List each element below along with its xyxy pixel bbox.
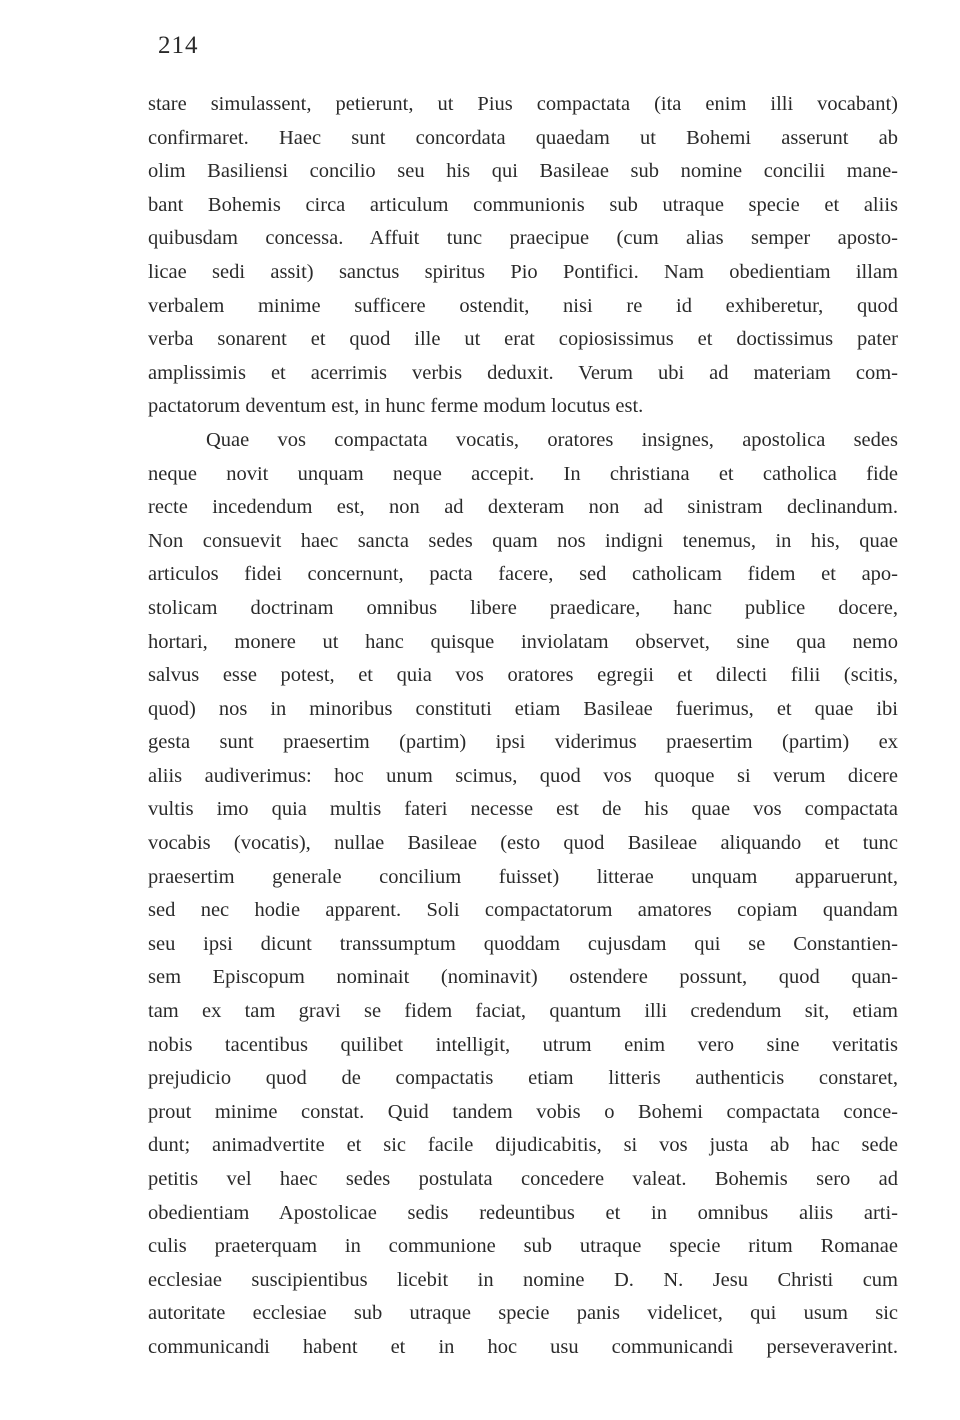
text-line: quibusdam concessa. Affuit tunc praecipue (cum alias semper aposto- bbox=[148, 227, 898, 250]
text-line: quod) nos in minoribus constituti etiam Basileae fuerimus, et quae ibi bbox=[148, 697, 898, 720]
text-line: culis praeterquam in communione sub utraque specie ritum Romanae bbox=[148, 1235, 898, 1258]
text-line: ecclesiae suscipientibus licebit in nomine D. N. Jesu Christi cum bbox=[148, 1268, 898, 1291]
text-line: obedientiam Apostolicae sedis redeuntibus et in omnibus aliis arti- bbox=[148, 1201, 898, 1224]
text-line: confirmaret. Haec sunt concordata quaedam ut Bohemi asserunt ab bbox=[148, 126, 898, 149]
text-line: sed nec hodie apparent. Soli compactatorum amatores copiam quandam bbox=[148, 899, 898, 922]
text-line: dunt; animadvertite et sic facile dijudicabitis, si vos justa ab hac sede bbox=[148, 1134, 898, 1157]
text-line: verbalem minime sufficere ostendit, nisi re id exhiberetur, quod bbox=[148, 294, 898, 317]
text-line: bant Bohemis circa articulum communionis sub utraque specie et aliis bbox=[148, 193, 898, 216]
text-line: recte incedendum est, non ad dexteram non ad sinistram declinandum. bbox=[148, 496, 898, 519]
text-line: aliis audiverimus: hoc unum scimus, quod vos quoque si verum dicere bbox=[148, 764, 898, 787]
text-line: gesta sunt praesertim (partim) ipsi viderimus praesertim (partim) ex bbox=[148, 731, 898, 754]
text-line: tam ex tam gravi se fidem faciat, quantum illi credendum sit, etiam bbox=[148, 1000, 898, 1023]
text-line: salvus esse potest, et quia vos oratores egregii et dilecti filii (scitis, bbox=[148, 664, 898, 687]
text-line: autoritate ecclesiae sub utraque specie panis videlicet, qui usum sic bbox=[148, 1302, 898, 1325]
text-line: petitis vel haec sedes postulata concedere valeat. Bohemis sero ad bbox=[148, 1168, 898, 1190]
paragraph-1 bbox=[148, 88, 898, 424]
text-line: nobis tacentibus quilibet intelligit, utrum enim vero sine veritatis bbox=[148, 1033, 898, 1056]
text-line: hortari, monere ut hanc quisque inviolatam observet, sine qua nemo bbox=[148, 630, 898, 653]
text-line: pactatorum deventum est, in hunc ferme modum locutus est. bbox=[148, 395, 644, 418]
text-line: amplissimis et acerrimis verbis deduxit. Verum ubi ad materiam com- bbox=[148, 361, 898, 384]
text-line: praesertim generale concilium fuisset) litterae unquam apparuerunt, bbox=[148, 865, 898, 888]
text-line: olim Basiliensi concilio seu his qui Basileae sub nomine concilii mane- bbox=[148, 160, 898, 183]
text-line: prejudicio quod de compactatis etiam litteris authenticis constaret, bbox=[148, 1067, 898, 1090]
text-line: neque novit unquam neque accepit. In christiana et catholica fide bbox=[148, 462, 898, 485]
text-line: verba sonarent et quod ille ut erat copiosissimus et doctissimus pater bbox=[148, 328, 898, 351]
text-line: sem Episcopum nominait (nominavit) ostendere possunt, quod quan- bbox=[148, 966, 898, 989]
text-line: Quae vos compactata vocatis, oratores insignes, apostolica sedes bbox=[206, 428, 898, 451]
text-line: vocabis (vocatis), nullae Basileae (esto quod Basileae aliquando et tunc bbox=[148, 832, 898, 855]
text-line: vultis imo quia multis fateri necesse est de his quae vos compactata bbox=[148, 798, 898, 821]
text-line: prout minime constat. Quid tandem vobis o Bohemi compactata conce- bbox=[148, 1100, 898, 1123]
page-number: 214 bbox=[158, 32, 199, 59]
text-line: stare simulassent, petierunt, ut Pius compactata (ita enim illi vocabant) bbox=[148, 93, 898, 115]
body-text bbox=[148, 88, 898, 1365]
text-line: stolicam doctrinam omnibus libere praedicare, hanc publice docere, bbox=[148, 596, 898, 619]
text-line: licae sedi assit) sanctus spiritus Pio Pontifici. Nam obedientiam illam bbox=[148, 260, 898, 283]
text-line: Non consuevit haec sancta sedes quam nos indigni tenemus, in his, quae bbox=[148, 529, 898, 552]
text-line: seu ipsi dicunt transsumptum quoddam cujusdam qui se Constantien- bbox=[148, 932, 898, 955]
paragraph-2 bbox=[148, 424, 898, 1365]
text-line: communicandi habent et in hoc usu communicandi perseveraverint. bbox=[148, 1335, 898, 1358]
text-line: articulos fidei concernunt, pacta facere, sed catholicam fidem et apo- bbox=[148, 563, 898, 586]
